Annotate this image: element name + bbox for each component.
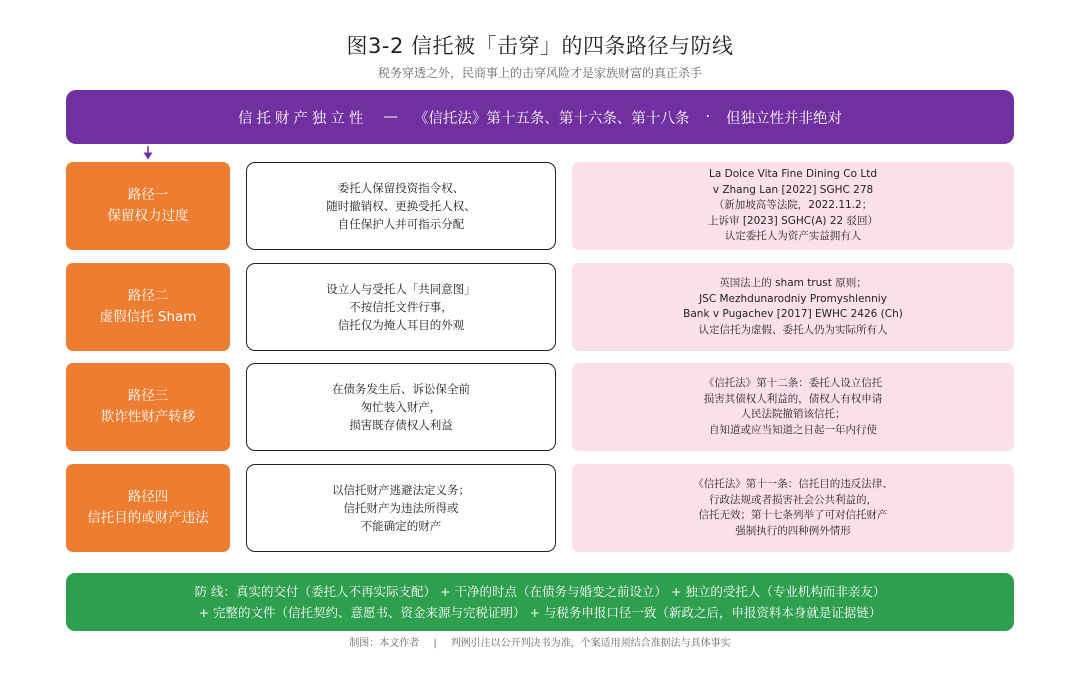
figure-title: 图3-2 信托被「击穿」的四条路径与防线 — [346, 34, 734, 58]
mechanism-line: 随时撤销权、更换受托人权、 — [326, 199, 476, 213]
case-line: 损害其债权人利益的，债权人有权申请 — [703, 392, 883, 405]
path-name: 路径一 — [127, 187, 169, 203]
case-line: 《信托法》第十一条：信托目的违反法律、 — [693, 478, 893, 490]
path-title: 欺诈性财产转移 — [100, 409, 196, 425]
mechanism-line: 信托财产为违法所得或 — [343, 501, 459, 515]
case-box — [572, 363, 1014, 451]
figure-footer — [0, 634, 1080, 649]
mechanism-line: 匆忙装入财产， — [360, 400, 442, 414]
banner-note: 但独立性并非绝对 — [726, 110, 843, 127]
mechanism-box — [246, 363, 556, 451]
footer-note: 判例引注以公开判决书为准，个案适用须结合准据法与具体事实 — [450, 638, 731, 649]
path-box — [66, 363, 230, 451]
case-line: 认定信托为虚假、委托人仍为实际所有人 — [698, 323, 888, 336]
path-row-2 — [66, 263, 1014, 351]
mechanism-box — [246, 263, 556, 351]
case-line: （新加坡高等法院，2022.11.2； — [713, 199, 873, 212]
down-arrow-icon — [143, 146, 153, 160]
case-line: 信托无效；第十七条列举了可对信托财产 — [698, 509, 888, 521]
mechanism-box — [246, 464, 556, 552]
mechanism-line: 在债务发生后、诉讼保全前 — [332, 382, 470, 396]
banner-label: 信托财产独立性 — [237, 110, 368, 127]
case-box — [572, 162, 1014, 250]
mechanism-line: 委托人保留投资指令权、 — [337, 181, 465, 195]
path-title: 保留权力过度 — [107, 208, 189, 224]
case-line: 自知道或应当知道之日起一年内行使 — [709, 423, 877, 436]
path-box — [66, 263, 230, 351]
case-line: v Zhang Lan [2022] SGHC 278 — [712, 183, 874, 196]
mechanism-line: 以信托财产逃避法定义务； — [332, 483, 470, 497]
path-box — [66, 162, 230, 250]
banner-separator: — — [383, 109, 398, 125]
mechanism-line: 不按信托文件行事， — [349, 300, 453, 314]
banner-dot: · — [705, 109, 711, 125]
case-box — [572, 263, 1014, 351]
figure-subtitle: 税务穿透之外，民商事上的击穿风险才是家族财富的真正杀手 — [377, 66, 702, 80]
mechanism-line: 不能确定的财产 — [360, 519, 442, 533]
path-name: 路径二 — [127, 288, 169, 304]
footer-credit: 制图：本文作者 — [349, 638, 420, 649]
mechanism-line: 信托仅为掩人耳目的外观 — [337, 318, 465, 332]
path-title: 虚假信托 Sham — [99, 309, 197, 325]
banner-law: 《信托法》第十五条、第十六条、第十八条 — [413, 110, 690, 127]
path-box — [66, 464, 230, 552]
case-line: JSC Mezhdunarodniy Promyshlenniy — [699, 292, 887, 305]
mechanism-line: 自任保护人并可指示分配 — [337, 217, 465, 231]
case-line: 强制执行的四种例外情形 — [735, 524, 851, 537]
independence-banner — [66, 90, 1014, 144]
path-name: 路径四 — [127, 489, 169, 505]
defense-banner — [66, 573, 1014, 631]
mechanism-line: 损害既存债权人利益 — [349, 418, 453, 432]
case-line: La Dolce Vita Fine Dining Co Ltd — [709, 168, 877, 181]
case-line: Bank v Pugachev [2017] EWHC 2426 (Ch) — [683, 308, 903, 320]
path-row-4 — [66, 464, 1014, 552]
mechanism-box — [246, 162, 556, 250]
case-line: 上诉审 [2023] SGHC(A) 22 驳回） — [707, 214, 879, 227]
defense-line-2: + 完整的文件（信托契约、意愿书、资金来源与完税证明） + 与税务申报口径一致（新政之后，申报资料本身就是证据链） — [198, 605, 882, 620]
case-line: 人民法院撤销该信托； — [740, 408, 846, 420]
defense-line-1: 防 线：真实的交付（委托人不再实际支配） + 干净的时点（在债务与婚变之前设立） + 独立的受托人（专业机构而非亲友） — [194, 584, 886, 599]
case-line: 英国法上的 sham trust 原则； — [719, 277, 867, 289]
case-line: 《信托法》第十二条：委托人设立信托 — [703, 377, 883, 389]
footer-separator: | — [433, 638, 437, 649]
case-box — [572, 464, 1014, 552]
path-row-1 — [66, 162, 1014, 250]
mechanism-line: 设立人与受托人「共同意图」 — [326, 282, 476, 296]
path-name: 路径三 — [127, 388, 169, 404]
case-line: 行政法规或者损害社会公共利益的， — [709, 493, 877, 506]
path-row-3 — [66, 363, 1014, 451]
case-line: 认定委托人为资产实益拥有人 — [724, 230, 862, 243]
path-title: 信托目的或财产违法 — [87, 510, 209, 526]
